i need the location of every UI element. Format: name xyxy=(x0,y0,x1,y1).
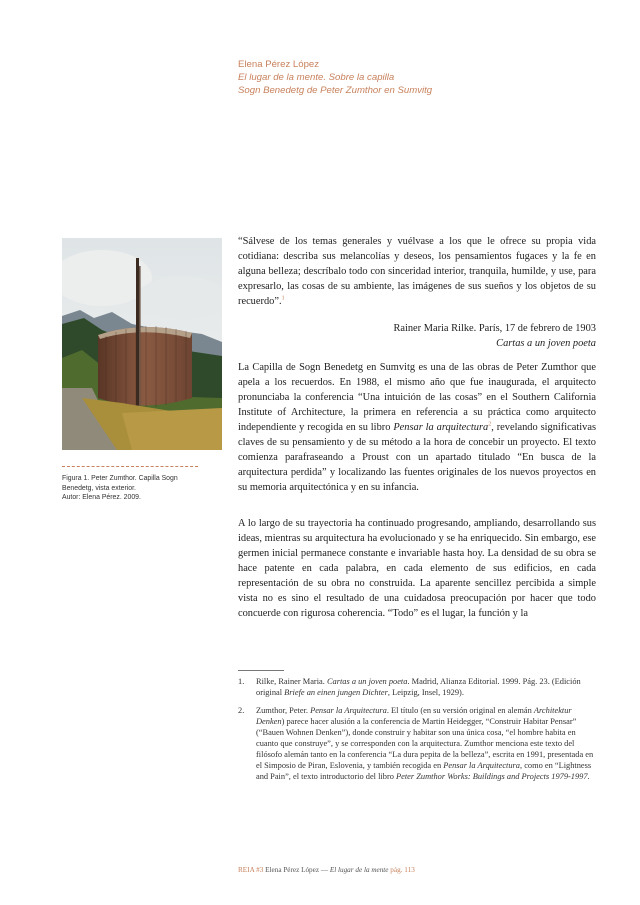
book-title: Briefe an einen jungen Dichter xyxy=(284,688,388,697)
book-title: Pensar la arquitectura xyxy=(393,422,489,433)
footnote-text: , como en “Lightness and Pain”, el texto introductorio del libro xyxy=(256,761,592,781)
body-paragraph-1 xyxy=(238,360,596,495)
footnote-rule xyxy=(238,670,284,671)
footnote-text: ) parece hacer alusión a la conferencia de Martin Heidegger, “Construir Habitar Pensar” (“Bauen Wohnen Denken”), donde construir y habitar son una única cosa, “el hombre habita en cuanto que construye”, y se corresponden con la arquitectura. Zumthor menciona este texto del filósofo alemán tanto en la conferencia “La dura pepita de la belleza”, escrita en 1991, presentada en el Simposio de Piran, Eslovenia, y también recogida en xyxy=(256,717,594,770)
footnote-text: . xyxy=(587,772,590,781)
footer-page-number: pág. 113 xyxy=(390,866,415,874)
footnote-2 xyxy=(238,705,596,782)
quote-text: “Sálvese de los temas generales y vuélvase a los que le ofrece su propia vida cotidiana: describa sus melancolías y deseos, los pensamientos fugaces y la fe en alguna belleza; descríbalo todo con sinceridad interior, tranquila, humilde, y use, para expresarlo, las cosas de su ambiente, las imágenes de sus sueños y los objetos de su recuerdo”. xyxy=(238,236,596,307)
footnote-text: Zumthor, Peter. xyxy=(256,706,311,715)
paragraph-text: La Capilla de Sogn Benedetg en Sumvitg es una de las obras de Peter Zumthor que apela a los recuerdos. En 1988, el mismo año que fue inaugurada, el arquitecto pronunciaba la conferencia “Una intuición de las cosas” en el Southern California Institute of Architecture, la primera en referencia a su práctica como arquitecto independiente y recogida en su libro xyxy=(238,362,596,433)
caption-line: Autor: Elena Pérez. 2009. xyxy=(62,494,141,502)
caption-line: Figura 1. Peter Zumthor. Capilla Sogn xyxy=(62,475,178,482)
header-author: Elena Pérez López xyxy=(238,59,320,70)
running-header xyxy=(238,58,598,97)
header-title-line1: El lugar de la mente. Sobre la capilla xyxy=(238,72,395,83)
book-title: Peter Zumthor Works: Buildings and Projects 1979-1997 xyxy=(396,772,588,781)
page-footer xyxy=(238,866,415,874)
footnote-text: , Leipzig, Insel, 1929). xyxy=(387,688,464,697)
footnote-text: . El título (en su versión original en alemán xyxy=(386,706,534,715)
footer-title: El lugar de la mente xyxy=(329,866,389,874)
footnotes xyxy=(238,676,596,789)
figure-caption xyxy=(62,474,212,503)
epigraph-quote xyxy=(238,234,596,309)
paragraph-text: , revelando significativas claves de su pensamiento y de su método a la hora de concebir un proyecto. El texto comienza parafraseando a Proust con un apartado titulado “En busca de la arquitectura perdida” y localizando las fuentes originales de los nuevos proyectos en su memoria arquitectónica y en su infancia. xyxy=(238,422,596,493)
footnote-text: . Madrid, Alianza Editorial. 1999. Pág. 23. (Edición original xyxy=(256,677,581,697)
footnote-marker: 2 xyxy=(488,421,492,428)
footnote-number: 1. xyxy=(238,677,245,686)
epigraph-attribution xyxy=(238,321,596,351)
footnote-number: 2. xyxy=(238,706,245,715)
book-title: Pensar la Arquitectura xyxy=(310,706,387,715)
footer-author: Elena Pérez López — xyxy=(265,866,329,874)
book-title: Pensar la Arquitectura xyxy=(443,761,520,770)
footnote-marker: 1 xyxy=(281,295,285,302)
chapel-photo xyxy=(62,238,222,450)
caption-divider xyxy=(62,466,198,467)
book-title: Cartas a un joven poeta xyxy=(326,677,408,686)
body-paragraph-2: A lo largo de su trayectoria ha continuado progresando, ampliando, desarrollando sus ideas, mientras su arquitectura ha evolucionado y se ha enriquecido. Sin embargo, ese germen inicial permanece constante e invariable hasta hoy. La densidad de su obra se hace patente en cada palabra, en cada elemento de sus edificios, en cada representación de su obra no construida. La aparente sencillez percibida a simple vista no es sino el resultado de una cuidadosa preocupación por hacer que todo concuerde con rigurosa coherencia. “Todo” es el lugar, la función y la xyxy=(238,518,596,619)
book-title: Architektur Denken xyxy=(256,706,572,726)
footer-journal: REIA #3 xyxy=(238,866,264,874)
caption-line: Benedetg, vista exterior. xyxy=(62,484,136,492)
attribution-book: Cartas a un joven poeta xyxy=(496,338,596,349)
header-title-line2: Sogn Benedetg de Peter Zumthor en Sumvitg xyxy=(238,85,433,96)
attribution-author: Rainer Maria Rilke. París, 17 de febrero de 1903 xyxy=(393,323,596,334)
footnote-1 xyxy=(238,676,596,698)
footnote-text: Rilke, Rainer Maria. xyxy=(256,677,327,686)
